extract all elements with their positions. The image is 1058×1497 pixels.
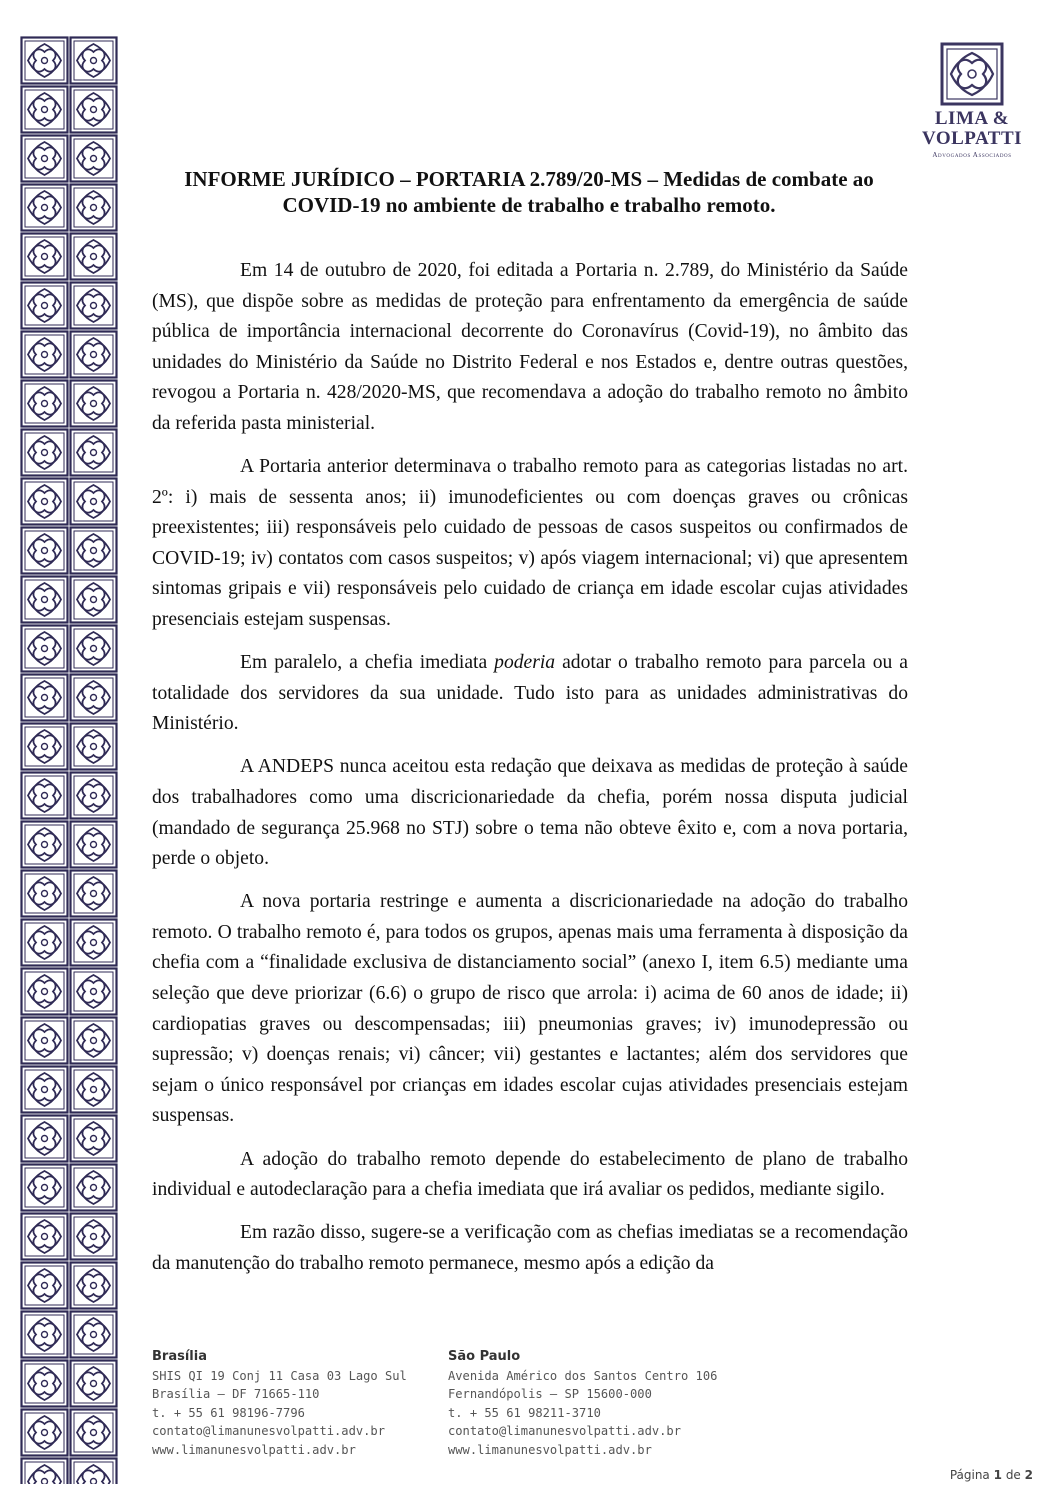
title-line-1: INFORME JURÍDICO – PORTARIA 2.789/20-MS – Medidas de combate ao bbox=[184, 167, 874, 191]
address-line: Brasília – DF 71665-110 bbox=[152, 1387, 320, 1402]
firm-logo bbox=[922, 40, 1022, 170]
paragraph-1: Em 14 de outubro de 2020, foi editada a Portaria n. 2.789, do Ministério da Saúde (MS), que dispõe sobre as medidas de proteção para enfrentamento da emergência de saúde pública de importância internacional decorrente do Coronavírus (Covid-19), no âmbito das unidades do Ministério da Saúde no Distrito Federal e nos Estados e, dentre outras questões, revogou a Portaria n. 428/2020-MS, que recomendava a adoção do trabalho remoto no âmbito da referida pasta ministerial. bbox=[152, 260, 908, 434]
phone-text: t. + 55 61 98196-7796 bbox=[152, 1405, 305, 1420]
paragraph-3 bbox=[152, 648, 908, 740]
title-line-2: COVID-19 no ambiente de trabalho e trabalho remoto. bbox=[282, 193, 776, 217]
paragraph-7: Em razão disso, sugere-se a verificação com as chefias imediatas se a recomendação da manutenção do trabalho remoto permanece, mesmo após a edição da bbox=[152, 1222, 908, 1274]
paragraph-3-start: Em paralelo, a chefia imediata bbox=[240, 652, 495, 674]
city-sao-paulo: São Paulo bbox=[448, 1349, 521, 1364]
page-current: 1 bbox=[993, 1468, 1002, 1482]
website-link[interactable]: www.limanunesvolpatti.adv.br bbox=[448, 1442, 652, 1457]
document-body bbox=[152, 256, 908, 1292]
logo-line-3: Advogados Associados bbox=[932, 151, 1012, 159]
paragraph-3-end: adotar o trabalho remoto para parcela ou a totalidade dos servidores da sua unidade. Tudo isto para as unidades administrativas do Ministério. bbox=[152, 652, 908, 735]
email-link[interactable]: contato@limanunesvolpatti.adv.br bbox=[152, 1424, 385, 1439]
address-sao-paulo bbox=[448, 1348, 717, 1460]
logo-line-2: VOLPATTI bbox=[922, 128, 1023, 149]
address-brasilia bbox=[152, 1348, 407, 1460]
page-separator: de bbox=[1005, 1468, 1021, 1482]
celtic-knot-icon bbox=[940, 42, 1004, 106]
paragraph-5: A nova portaria restringe e aumenta a discricionariedade na adoção do trabalho remoto. O trabalho remoto é, para todos os grupos, apenas mais uma ferramenta à disposição da chefia com a “finalidade exclusiva de distanciamento social” (anexo I, item 6.5) mediante uma seleção que deve priorizar (6.6) o grupo de risco que arrola: i) acima de 60 anos de idade; ii) cardiopatias graves ou descompensadas; iii) pneumonias graves; iv) imunodepressão ou supressão; v) doenças renais; vi) câncer; vii) gestantes e lactantes; além dos servidores que sejam o único responsável por crianças em idades escolar cujas atividades presenciais estejam suspensas. bbox=[152, 891, 908, 1127]
paragraph-2: A Portaria anterior determinava o trabalho remoto para as categorias listadas no art. 2º: i) mais de sessenta anos; ii) imunodeficientes ou com doenças graves ou crônicas preexistentes; iii) responsáveis pelo cuidado de pessoas de casos suspeitos ou confirmados de COVID-19; iv) contatos com casos suspeitos; v) após viagem internacional; vi) que apresentem sintomas gripais e vii) responsáveis pelo cuidado de criança em idade escolar cujas atividades presenciais estejam suspensas. bbox=[152, 456, 908, 631]
website-link[interactable]: www.limanunesvolpatti.adv.br bbox=[152, 1442, 356, 1457]
paragraph-4: A ANDEPS nunca aceitou esta redação que deixava as medidas de proteção à saúde dos trabalhadores como uma discricionariedade da chefia, porém nossa disputa judicial (mandado de segurança 25.968 no STJ) sobre o tema não obteve êxito e, com a nova portaria, perde o objeto. bbox=[152, 756, 908, 870]
document-title bbox=[150, 166, 908, 218]
phone-text: t. + 55 61 98211-3710 bbox=[448, 1405, 601, 1420]
address-line: SHIS QI 19 Conj 11 Casa 03 Lago Sul bbox=[152, 1368, 407, 1383]
page-label: Página bbox=[949, 1468, 990, 1482]
page-total: 2 bbox=[1024, 1468, 1033, 1482]
address-line: Avenida Américo dos Santos Centro 106 bbox=[448, 1368, 718, 1383]
city-brasilia: Brasília bbox=[152, 1349, 207, 1364]
paragraph-3-emphasis: poderia bbox=[494, 652, 556, 674]
email-link[interactable]: contato@limanunesvolpatti.adv.br bbox=[448, 1424, 681, 1439]
decorative-border bbox=[20, 36, 118, 1484]
page-footer bbox=[152, 1348, 1032, 1488]
paragraph-6: A adoção do trabalho remoto depende do estabelecimento de plano de trabalho individual e autodeclaração para a chefia imediata que irá avaliar os pedidos, mediante sigilo. bbox=[152, 1148, 908, 1201]
logo-line-1: LIMA & bbox=[934, 108, 1010, 129]
address-line: Fernandópolis – SP 15600-000 bbox=[448, 1387, 652, 1402]
page-number bbox=[949, 1468, 1033, 1482]
